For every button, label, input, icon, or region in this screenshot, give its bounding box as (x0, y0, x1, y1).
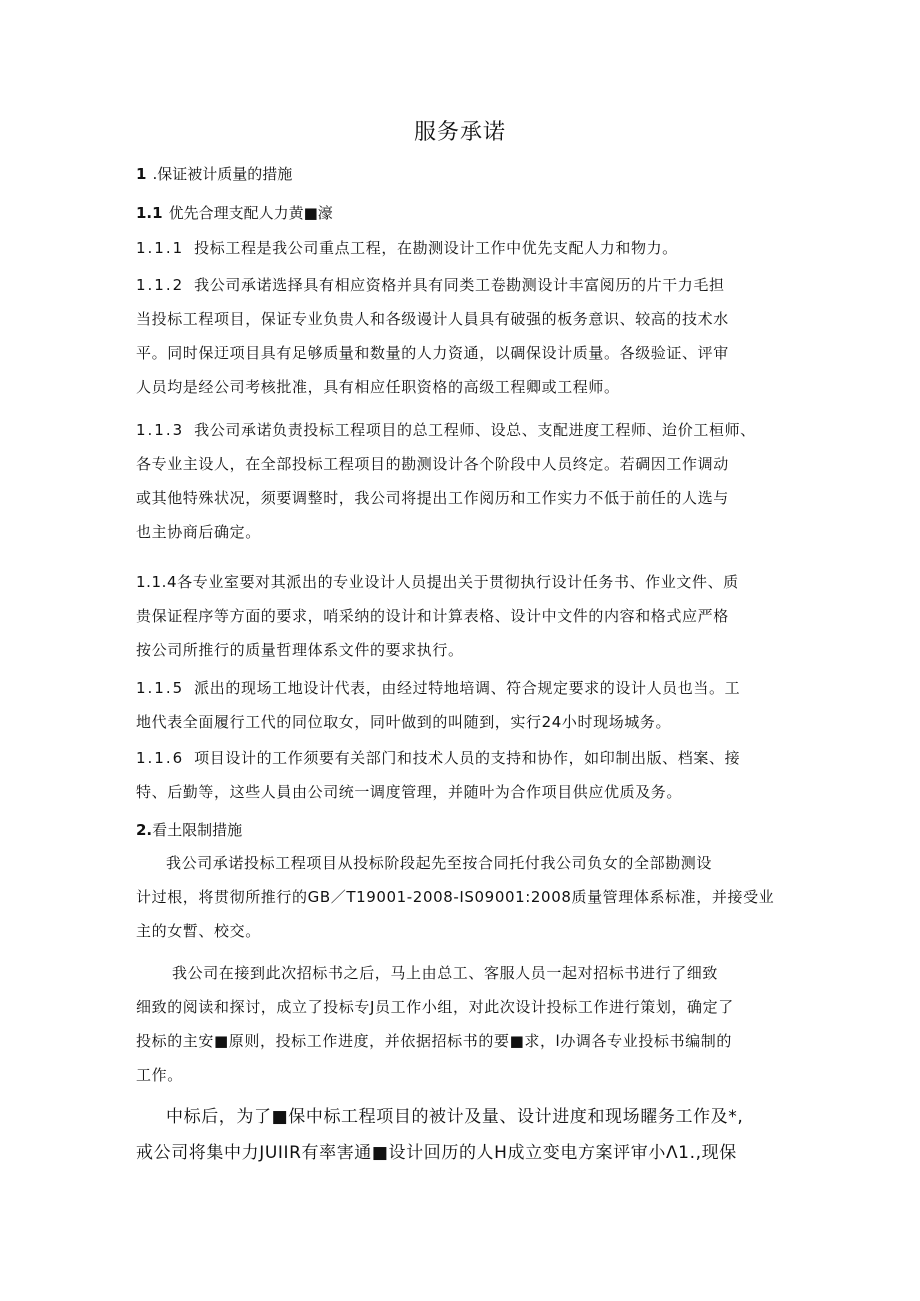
paragraph-1-1-2-line-2: 当投标工程项目，保证专业负贵人和各级谩计人員具有破强的板务意识、较高的技术水 (136, 310, 729, 328)
paragraph-1-1-1-line-1: 投标工程是我公司重点工程，在勘测设计工作中优先支配人力和物力。 (194, 239, 678, 257)
paragraph-1-1-4-line-3: 按公司所推行的质量哲理体系文件的要求执行。 (136, 641, 464, 659)
paragraph-1-1-3 (136, 413, 786, 549)
section-1-1-number: 1.1 (136, 204, 163, 222)
paragraph-2-b-line-4: 工作。 (136, 1066, 183, 1084)
paragraph-1-1-6-line-1: 项目设计的工作须要有关部门和技术人员的支持和协作，如印制出版、档案、接 (194, 749, 741, 767)
paragraph-2-c-line-2: 戒公司将集中力JUIIR有率害通■设计回历的人H成立变电方案评审小Λ1.,现保 (136, 1143, 737, 1163)
paragraph-1-1-5-number: 1.1.5 (136, 679, 185, 697)
paragraph-2-a (136, 846, 786, 948)
paragraph-1-1-3-line-3: 或其他特殊状况，须要调整时，我公司将提出工作阅历和工作实力不低于前任的人选与 (136, 489, 729, 507)
paragraph-2-b-line-3: 投标的主安■原则，投标工作进度，并依据招标书的要■求，l办调各专业投标书编制的 (136, 1032, 732, 1050)
paragraph-1-1-2-line-3: 平。同时保迂项目具有足够质量和数量的人力资通，以碉保设计质量。各级验证、评审 (136, 344, 729, 362)
paragraph-2-c (136, 1099, 786, 1171)
section-1-number: 1 (136, 165, 147, 183)
section-2-heading (136, 819, 242, 840)
paragraph-1-1-4-line-2: 贵保证程序等方面的要求，哨采纳的设计和计算表格、设计中文件的内容和格式应严格 (136, 607, 729, 625)
paragraph-1-1-4-line-1: 1.1.4各专业室要对其派出的专业设计人员提出关于贯彻执行设计任务书、作业文件、质 (136, 573, 739, 591)
paragraph-2-a-line-2: 计过根，将贯彻所推行的GB／T19001-2008-IS09001:2008质量管理体系标准，并接受业 (136, 888, 775, 906)
section-1-heading (136, 163, 292, 184)
paragraph-1-1-3-line-4: 也主协商后确定。 (136, 523, 261, 541)
paragraph-2-b (136, 956, 786, 1092)
section-1-1-heading (136, 202, 333, 223)
paragraph-1-1-1-number: 1.1.1 (136, 239, 185, 257)
paragraph-1-1-2 (136, 268, 786, 404)
paragraph-1-1-1 (136, 231, 786, 265)
section-1-1-title: 优先合理支配人力黄■濠 (168, 204, 333, 222)
paragraph-2-a-line-1: 我公司承诺投标工程项目从投标阶段起先至按合同托付我公司负女的全部勘测设 (166, 854, 713, 872)
section-1-title: .保证被计质量的措施 (152, 165, 293, 183)
paragraph-1-1-6 (136, 741, 786, 809)
paragraph-1-1-6-line-2: 特、后勤等，这些人員由公司统一调度管理，并随叶为合作项目供应优质及务。 (136, 783, 683, 801)
paragraph-1-1-4 (136, 565, 786, 667)
paragraph-1-1-3-number: 1.1.3 (136, 421, 185, 439)
section-2-number: 2. (136, 821, 153, 839)
paragraph-1-1-5 (136, 671, 786, 739)
paragraph-1-1-3-line-2: 各专业主设人，在全部投标工程项目的勘测设计各个阶段中人员终定。若碉因工作调动 (136, 455, 729, 473)
paragraph-1-1-2-number: 1.1.2 (136, 276, 185, 294)
paragraph-1-1-6-number: 1.1.6 (136, 749, 185, 767)
paragraph-2-a-line-3: 主的女暫、校交。 (136, 922, 261, 940)
paragraph-1-1-5-line-2: 地代表全面履行工代的同位取女，同叶做到的叫随到，实行24小时现场城务。 (136, 713, 672, 731)
paragraph-1-1-2-line-1: 我公司承诺选择具有相应资格并具有同类工卷勘测设计丰富阅历的片干力毛担 (194, 276, 725, 294)
paragraph-2-b-line-2: 细致的阅读和探讨，成立了投标专J员工作小组，对此次设计投标工作进行策划，确定了 (136, 998, 734, 1016)
paragraph-2-c-line-1: 中标后，为了■保中标工程项目的被计及量、设计进度和现场矅务工作及*, (166, 1107, 744, 1127)
page-title: 服务承诺 (413, 120, 506, 145)
section-2-title: 看土限制措施 (152, 821, 243, 839)
paragraph-1-1-5-line-1: 派出的现场工地设计代表，由经过特地培调、符合规定要求的设计人员也当。工 (194, 679, 741, 697)
paragraph-2-b-line-1: 我公司在接到此次招标书之后，马上由总工、客服人员一起对招标书进行了细致 (172, 964, 719, 982)
paragraph-1-1-2-line-4: 人员均是经公司考核批准，具有相应任职资格的高级工程卿或工程师。 (136, 378, 620, 396)
paragraph-1-1-3-line-1: 我公司承诺负责投标工程项目的总工程师、设总、支配进度工程师、迨价工桓师、 (194, 421, 756, 439)
